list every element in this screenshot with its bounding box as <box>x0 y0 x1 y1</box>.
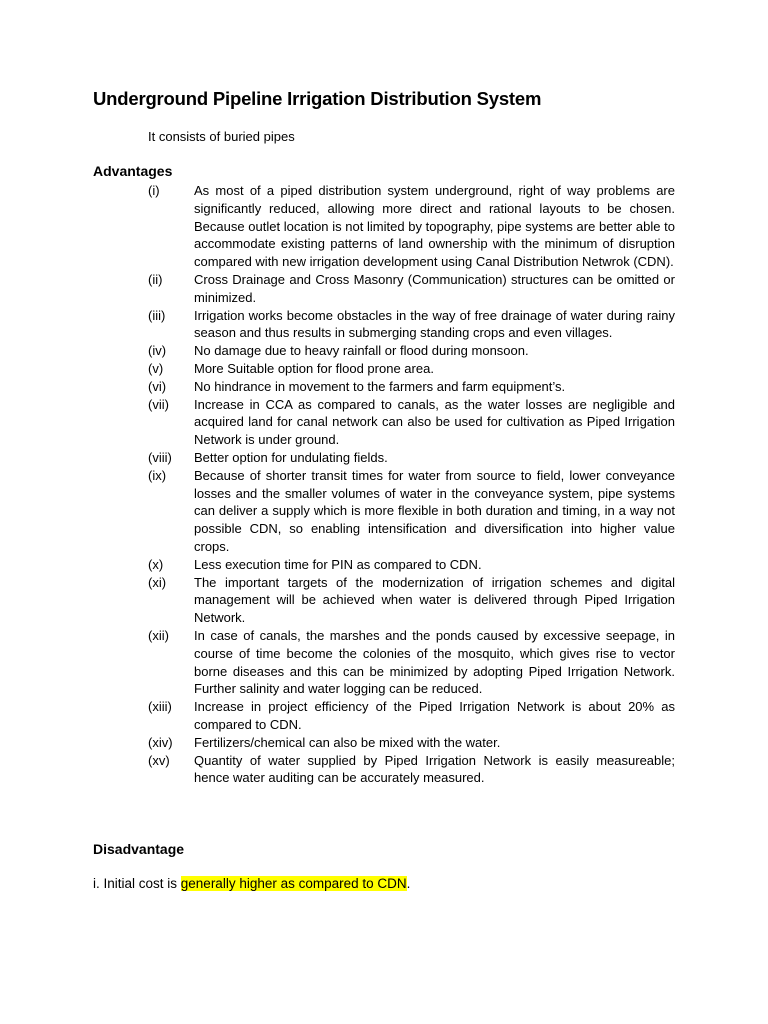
list-item-text: In case of canals, the marshes and the ponds caused by excessive seepage, in course of time become the colonies of the mosquito, which gives rise to vector borne diseases and this can be minimized by adopting Piped Irrigation Network. Further salinity and water logging can be reduced. <box>194 627 675 697</box>
list-item-number: (viii) <box>148 449 172 465</box>
highlighted-text: generally higher as compared to CDN <box>180 876 407 891</box>
list-item <box>148 271 675 307</box>
advantages-heading: Advantages <box>93 163 173 179</box>
list-item <box>148 556 675 574</box>
list-item-number: (xi) <box>148 574 167 590</box>
list-item-text: No hindrance in movement to the farmers and farm equipment’s. <box>194 378 566 394</box>
list-item-number: (ix) <box>148 467 167 483</box>
list-item <box>148 449 675 467</box>
list-item-number: (ii) <box>148 271 163 287</box>
list-item-text: Increase in project efficiency of the Piped Irrigation Network is about 20% as compared to CDN. <box>194 699 675 732</box>
list-item-text: Fertilizers/chemical can also be mixed with the water. <box>194 734 501 750</box>
disadvantage-item <box>93 876 410 891</box>
intro-text: It consists of buried pipes <box>148 129 295 144</box>
list-item <box>148 734 675 752</box>
list-item <box>148 378 675 396</box>
list-item <box>148 752 675 788</box>
list-item <box>148 396 675 449</box>
list-item-text: More Suitable option for flood prone area. <box>194 360 434 376</box>
list-item-number: (xv) <box>148 752 170 768</box>
list-item-text: Cross Drainage and Cross Masonry (Communication) structures can be omitted or minimized. <box>194 271 675 305</box>
list-item-number: (xii) <box>148 627 169 643</box>
list-item-text: As most of a piped distribution system underground, right of way problems are significantly reduced, allowing more direct and rational layouts to be chosen. Because outlet location is not limited by topography, pipe systems are better able to accommodate existing patterns of land ownership with the minimum of disruption compared with new irrigation development using Canal Distribution Netwrok (CDN). <box>194 183 675 270</box>
list-item-text: No damage due to heavy rainfall or flood during monsoon. <box>194 343 529 359</box>
list-item-text: Better option for undulating fields. <box>194 449 388 465</box>
list-item-number: (xiii) <box>148 699 172 715</box>
advantages-list <box>148 182 675 787</box>
list-item-text: The important targets of the modernization of irrigation schemes and digital management will be achieved when water is delivered through Piped Irrigation Network. <box>194 574 675 626</box>
list-item-number: (i) <box>148 183 160 198</box>
list-item-text: Because of shorter transit times for water from source to field, lower conveyance losses and the smaller volumes of water in the conveyance system, pipe systems can deliver a supply which is more flexible in both duration and timing, in a way not possible CDN, so enabling intensification and diversification into higher value crops. <box>194 467 675 554</box>
list-item <box>148 627 675 698</box>
list-item-number: (iii) <box>148 307 166 323</box>
list-item-text: Increase in CCA as compared to canals, as the water losses are negligible and acquired land for canal network can also be used for cultivation as Piped Irrigation Network is under ground. <box>194 396 675 448</box>
list-item-number: (iv) <box>148 343 167 359</box>
list-item <box>148 698 675 734</box>
list-item-number: (vi) <box>148 378 167 394</box>
list-item <box>148 342 675 360</box>
list-item-number: (xiv) <box>148 734 173 750</box>
list-item <box>148 307 675 343</box>
disadvantage-heading: Disadvantage <box>93 841 185 857</box>
disadvantage-suffix: . <box>406 876 411 891</box>
disadvantage-prefix: i. Initial cost is <box>93 876 181 891</box>
list-item <box>148 360 675 378</box>
list-item-number: (v) <box>148 360 164 376</box>
list-item <box>148 467 675 556</box>
list-item-text: Less execution time for PIN as compared to CDN. <box>194 556 482 572</box>
list-item-number: (x) <box>148 556 164 572</box>
list-item-text: Quantity of water supplied by Piped Irrigation Network is easily measureable; hence water auditing can be accurately measured. <box>194 752 675 786</box>
list-item-text: Irrigation works become obstacles in the way of free drainage of water during rainy season and thus results in submerging standing crops and even villages. <box>194 307 675 341</box>
page-title: Underground Pipeline Irrigation Distribution System <box>93 88 542 109</box>
list-item <box>148 574 675 627</box>
list-item <box>148 182 675 271</box>
list-item-number: (vii) <box>148 396 169 412</box>
